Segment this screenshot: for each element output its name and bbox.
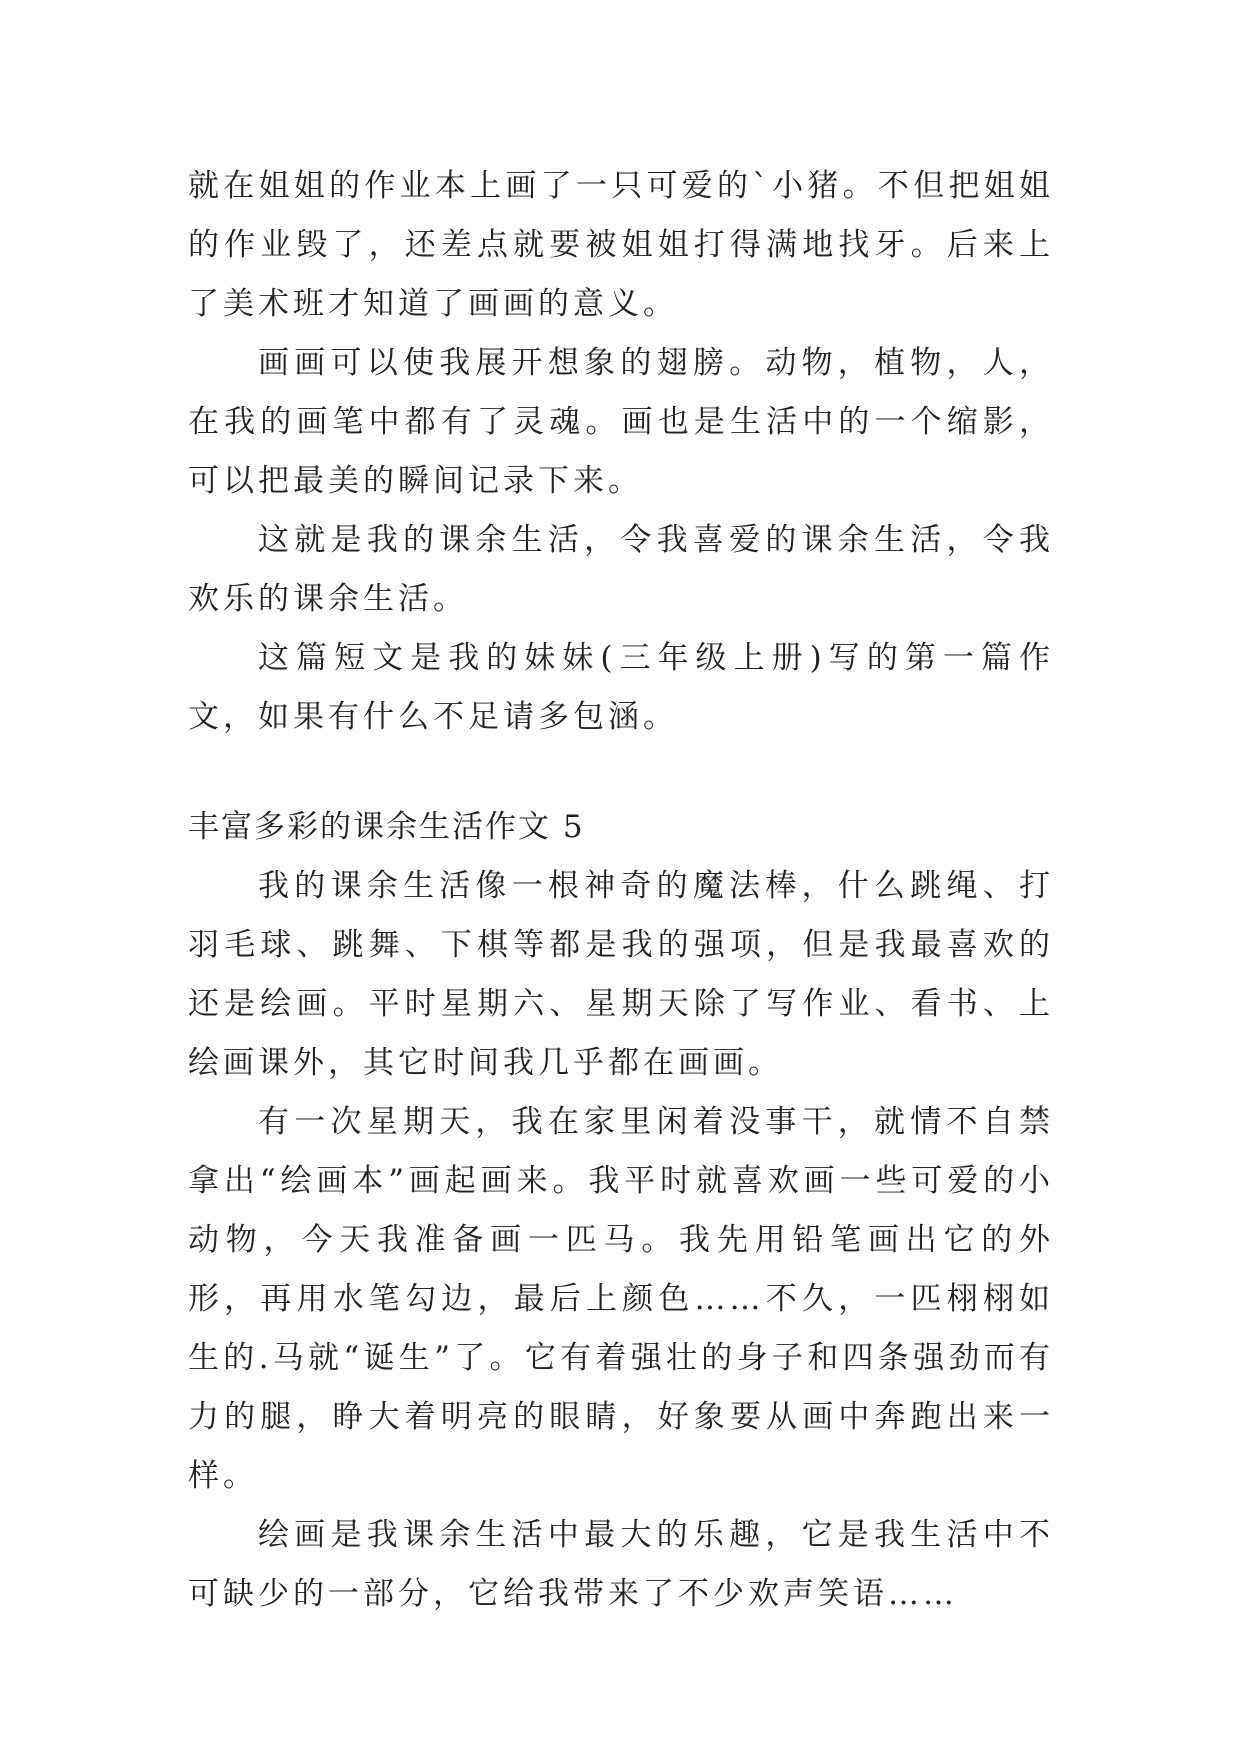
paragraph-7: 绘画是我课余生活中最大的乐趣，它是我生活中不可缺少的一部分，它给我带来了不少欢声笑语……	[188, 1517, 1054, 1612]
section-title: 丰富多彩的课余生活作文 5	[188, 809, 585, 845]
paragraph-6: 有一次星期天，我在家里闲着没事干，就情不自禁拿出“绘画本”画起画来。我平时就喜欢画一些可爱的小动物，今天我准备画一匹马。我先用铅笔画出它的外形，再用水笔勾边，最后上颜色……不久，一匹栩栩如生的.马就“诞生”了。它有着强壮的身子和四条强劲而有力的腿，睁大着明亮的眼睛，好象要从画中奔跑出来一样。	[188, 1104, 1054, 1494]
paragraph-2: 画画可以使我展开想象的翅膀。动物，植物，人，在我的画笔中都有了灵魂。画也是生活中的一个缩影，可以把最美的瞬间记录下来。	[188, 345, 1054, 499]
paragraph-1: 就在姐姐的作业本上画了一只可爱的`小猪。不但把姐姐的作业毁了，还差点就要被姐姐打得满地找牙。后来上了美术班才知道了画画的意义。	[188, 168, 1054, 322]
paragraph-3: 这就是我的课余生活，令我喜爱的课余生活，令我欢乐的课余生活。	[188, 522, 1054, 617]
paragraph-4: 这篇短文是我的妹妹(三年级上册)写的第一篇作文，如果有什么不足请多包涵。	[188, 640, 1054, 735]
document-body	[188, 157, 1054, 1624]
paragraph-5: 我的课余生活像一根神奇的魔法棒，什么跳绳、打羽毛球、跳舞、下棋等都是我的强项，但是我最喜欢的还是绘画。平时星期六、星期天除了写作业、看书、上绘画课外，其它时间我几乎都在画画。	[188, 868, 1054, 1081]
